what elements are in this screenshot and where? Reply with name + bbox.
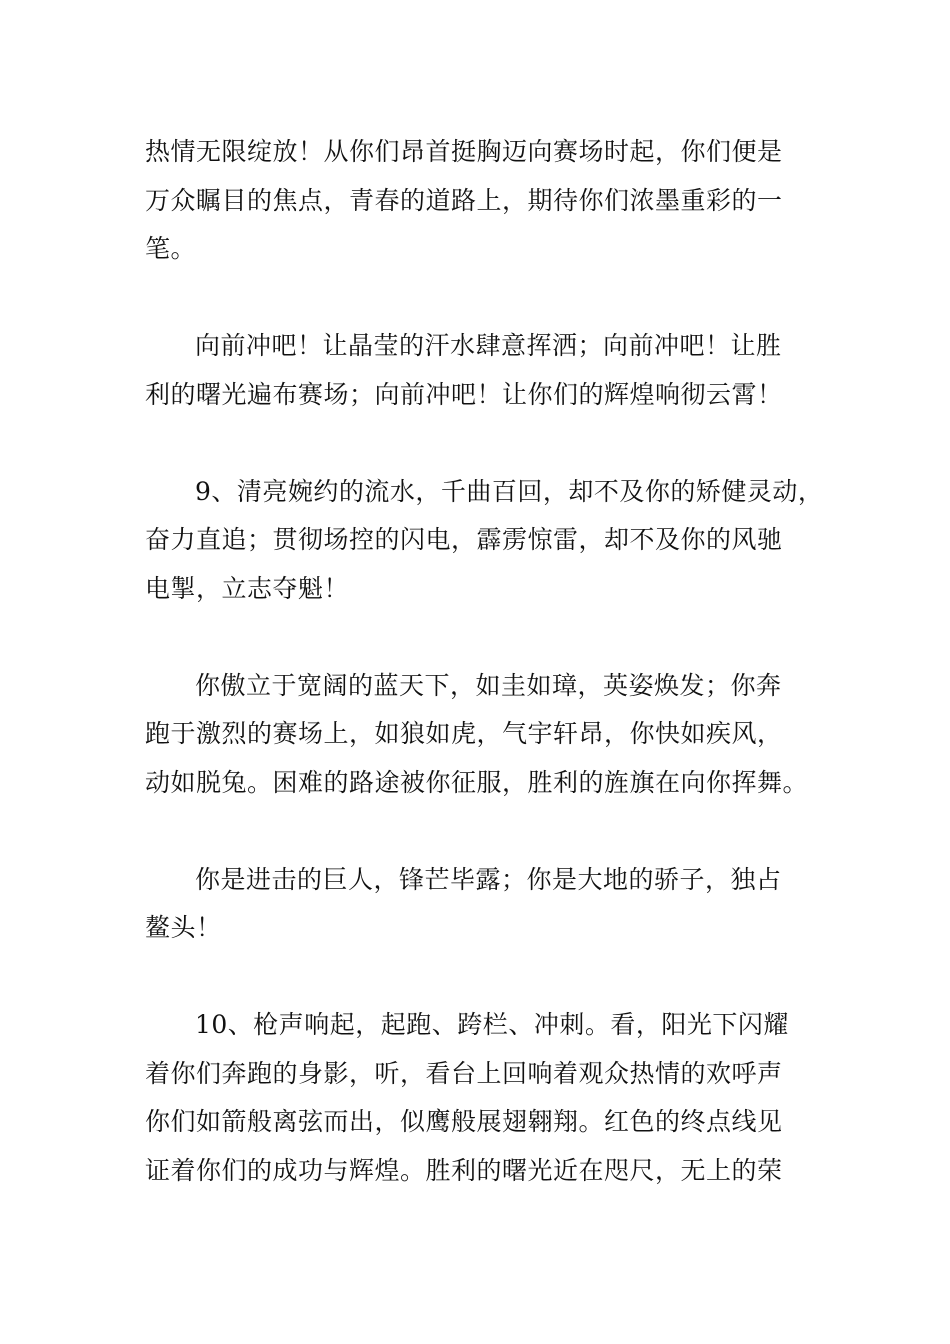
text-line: 10、枪声响起，起跑、跨栏、冲刺。看，阳光下闪耀 bbox=[195, 1010, 789, 1039]
paragraph-continuation bbox=[145, 128, 825, 274]
text-line: 动如脱兔。困难的路途被你征服，胜利的旌旗在向你挥舞。 bbox=[145, 767, 809, 797]
text-line: 着你们奔跑的身影，听，看台上回响着观众热情的欢呼声 bbox=[145, 1058, 783, 1088]
text-line: 证着你们的成功与辉煌。胜利的曙光近在咫尺，无上的荣 bbox=[145, 1155, 783, 1185]
text-line: 利的曙光遍布赛场；向前冲吧！让你们的辉煌响彻云霄！ bbox=[145, 379, 783, 409]
text-line: 跑于激烈的赛场上，如狼如虎，气宇轩昂，你快如疾风， bbox=[145, 719, 783, 748]
text-line: 笔。 bbox=[145, 234, 197, 263]
text-line: 电掣，立志夺魁！ bbox=[145, 573, 350, 603]
paragraph-item-9 bbox=[145, 468, 825, 614]
text-line: 你是进击的巨人，锋芒毕露；你是大地的骄子，独占 bbox=[195, 864, 782, 894]
paragraph-blue-sky bbox=[145, 662, 825, 808]
text-line: 你傲立于宽阔的蓝天下，如圭如璋，英姿焕发；你奔 bbox=[195, 670, 782, 700]
document-body bbox=[145, 128, 825, 1244]
text-line: 奋力直追；贯彻场控的闪电，霹雳惊雷，却不及你的风驰 bbox=[145, 525, 783, 554]
text-line: 热情无限绽放！从你们昂首挺胸迈向赛场时起，你们便是 bbox=[145, 137, 783, 166]
text-line: 鳌头！ bbox=[145, 913, 222, 942]
paragraph-item-10 bbox=[145, 1001, 825, 1195]
text-line: 你们如箭般离弦而出，似鹰般展翅翱翔。红色的终点线见 bbox=[145, 1107, 783, 1136]
paragraph-charge-forward bbox=[145, 322, 825, 419]
text-line: 万众瞩目的焦点，青春的道路上，期待你们浓墨重彩的一 bbox=[145, 185, 783, 215]
text-line: 9、清亮婉约的流水，千曲百回，却不及你的矫健灵动， bbox=[195, 476, 824, 506]
paragraph-giant bbox=[145, 856, 825, 953]
text-line: 向前冲吧！让晶莹的汗水肆意挥洒；向前冲吧！让胜 bbox=[195, 331, 782, 360]
